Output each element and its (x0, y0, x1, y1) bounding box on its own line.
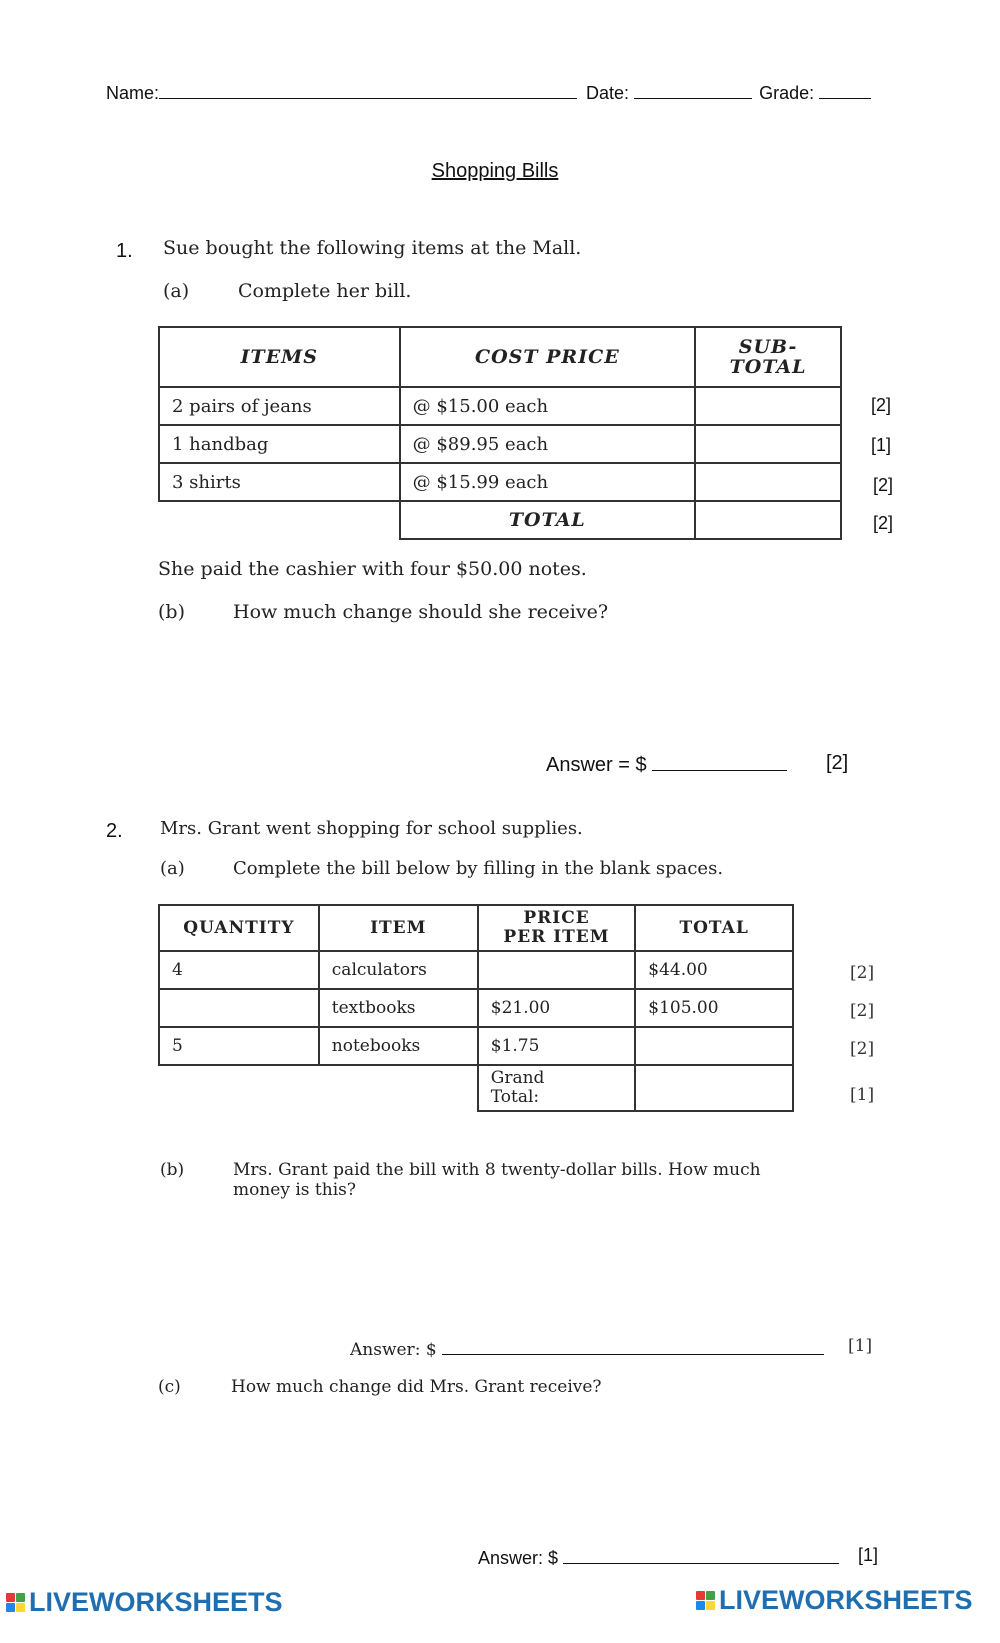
name-field[interactable] (159, 80, 577, 99)
q2-row2-qty-field[interactable] (172, 1001, 310, 1018)
date-label: Date: (586, 83, 630, 103)
q2-part-b-text (233, 1160, 761, 1200)
q2-answer-b-label: Answer: $ (350, 1340, 437, 1360)
q1-row1-item: 2 pairs of jeans (159, 387, 400, 425)
q2-row2-qty-input[interactable] (159, 989, 319, 1027)
table-row (159, 989, 793, 1027)
q1-header-cost-price: COST PRICE (400, 327, 695, 387)
q2-row2-price: $21.00 (478, 989, 636, 1027)
q1-part-a-text: Complete her bill. (238, 280, 412, 302)
q2-answer-c-label: Answer: $ (478, 1548, 559, 1568)
table-row (159, 387, 841, 425)
liveworksheets-logo-left (6, 1587, 283, 1618)
q1-total-field[interactable] (708, 513, 832, 530)
liveworksheets-brand-left: LIVEWORKSHEETS (29, 1587, 283, 1617)
logo-square (6, 1603, 15, 1612)
q2-row1-qty: 4 (159, 951, 319, 989)
q1-header-subtotal (695, 327, 841, 387)
q1-row1-price: @ $15.00 each (400, 387, 695, 425)
q1-part-b-text: How much change should she receive? (233, 601, 609, 623)
q2-answer-c-field[interactable] (563, 1545, 839, 1564)
q1-header-subtotal-line2: TOTAL (729, 356, 807, 378)
q1-row3-subtotal-field[interactable] (708, 475, 832, 492)
q1-total-label: TOTAL (400, 501, 695, 539)
q1-bill-table (158, 326, 842, 540)
q1-row2-marks: [1] (871, 435, 892, 455)
q2-answer-b-field[interactable] (442, 1336, 824, 1355)
q1-answer-marks: [2] (826, 752, 849, 774)
q2-part-b-line2: money is this? (233, 1180, 356, 1200)
q2-header-quantity: QUANTITY (159, 905, 319, 951)
q2-part-a-text: Complete the bill below by filling in the blank spaces. (233, 858, 724, 879)
q2-row3-total-input[interactable] (635, 1027, 793, 1065)
q1-header-subtotal-line1: SUB- (738, 336, 798, 358)
grade-label: Grade: (759, 83, 815, 103)
q1-row1-subtotal-input[interactable] (695, 387, 841, 425)
q2-answer-c-row (478, 1545, 839, 1569)
liveworksheets-logo-icon (6, 1593, 25, 1612)
q2-part-b-label: (b) (160, 1160, 185, 1180)
q1-total-blank (159, 501, 400, 539)
table-row (159, 951, 793, 989)
q1-row3-subtotal-input[interactable] (695, 463, 841, 501)
q1-row2-subtotal-input[interactable] (695, 425, 841, 463)
q2-answer-c-marks: [1] (858, 1545, 879, 1565)
q2-row2-total: $105.00 (635, 989, 793, 1027)
table-row (159, 425, 841, 463)
q2-stem: Mrs. Grant went shopping for school supplies. (160, 818, 583, 839)
q1-total-marks: [2] (873, 513, 894, 533)
q1-total-input[interactable] (695, 501, 841, 539)
date-field[interactable] (634, 80, 752, 99)
q2-grand-label-line1: Grand (490, 1068, 545, 1088)
q1-total-row (159, 501, 841, 539)
q2-header-item: ITEM (319, 905, 478, 951)
q1-part-b-label: (b) (158, 601, 185, 623)
logo-square (16, 1593, 25, 1602)
q2-answer-b-row (350, 1336, 824, 1360)
q1-number: 1. (116, 240, 133, 262)
q2-row3-total-field[interactable] (648, 1039, 784, 1056)
q1-row2-subtotal-field[interactable] (708, 437, 832, 454)
q1-row3-item: 3 shirts (159, 463, 400, 501)
logo-square (696, 1601, 705, 1610)
q2-header-price-line2: PER ITEM (503, 927, 610, 947)
q1-row2-item: 1 handbag (159, 425, 400, 463)
q2-row3-price: $1.75 (478, 1027, 636, 1065)
q2-bill-table (158, 904, 794, 1112)
logo-square (696, 1591, 705, 1600)
q1-row2-price: @ $89.95 each (400, 425, 695, 463)
q1-answer-field[interactable] (652, 752, 787, 771)
q2-row2-marks: [2] (850, 1001, 875, 1021)
q2-part-a-label: (a) (160, 858, 185, 879)
q1-row1-marks: [2] (871, 395, 892, 415)
q2-row1-price-field[interactable] (491, 963, 627, 980)
q2-part-c-text: How much change did Mrs. Grant receive? (231, 1377, 602, 1397)
q1-stem: Sue bought the following items at the Mall. (163, 237, 582, 259)
header-row (106, 80, 871, 104)
q2-number: 2. (106, 820, 123, 842)
table-row (159, 463, 841, 501)
logo-square (16, 1603, 25, 1612)
q2-grand-marks: [1] (850, 1085, 875, 1105)
q2-grand-total-field[interactable] (648, 1081, 784, 1098)
q1-paid-text: She paid the cashier with four $50.00 notes. (158, 558, 587, 580)
q2-grand-blank-1 (159, 1065, 319, 1111)
page-title: Shopping Bills (431, 160, 559, 182)
q2-table-header-row (159, 905, 793, 951)
q1-answer-row (546, 752, 787, 777)
liveworksheets-brand-right: LIVEWORKSHEETS (719, 1585, 973, 1615)
q2-grand-total-row (159, 1065, 793, 1111)
q2-row3-qty: 5 (159, 1027, 319, 1065)
q1-row3-price: @ $15.99 each (400, 463, 695, 501)
q1-answer-label: Answer = $ (546, 754, 647, 776)
q2-row1-total: $44.00 (635, 951, 793, 989)
q2-part-c-label: (c) (158, 1377, 181, 1397)
q2-answer-b-marks: [1] (848, 1336, 873, 1356)
q2-grand-label (478, 1065, 636, 1111)
grade-field[interactable] (819, 80, 871, 99)
q1-part-a-label: (a) (163, 280, 190, 302)
name-label: Name: (106, 83, 160, 103)
q2-row3-item: notebooks (319, 1027, 478, 1065)
q1-row3-marks: [2] (873, 475, 894, 495)
q1-table-header-row (159, 327, 841, 387)
q2-header-price-line1: PRICE (523, 908, 590, 928)
q2-grand-blank-2 (319, 1065, 478, 1111)
logo-square (6, 1593, 15, 1602)
liveworksheets-logo-right (696, 1585, 973, 1616)
q2-row2-item: textbooks (319, 989, 478, 1027)
logo-square (706, 1601, 715, 1610)
logo-square (706, 1591, 715, 1600)
q2-row3-marks: [2] (850, 1039, 875, 1059)
liveworksheets-logo-icon (696, 1591, 715, 1610)
table-row (159, 1027, 793, 1065)
q2-header-total: TOTAL (635, 905, 793, 951)
q2-grand-label-line2: Total: (490, 1087, 540, 1107)
q2-header-price (478, 905, 636, 951)
q2-row1-price-input[interactable] (478, 951, 636, 989)
q2-row1-item: calculators (319, 951, 478, 989)
q2-row1-marks: [2] (850, 963, 875, 983)
q2-part-b-line1: Mrs. Grant paid the bill with 8 twenty-dollar bills. How much (233, 1160, 761, 1180)
q1-header-items: ITEMS (159, 327, 400, 387)
q1-row1-subtotal-field[interactable] (708, 399, 832, 416)
q2-grand-total-input[interactable] (635, 1065, 793, 1111)
